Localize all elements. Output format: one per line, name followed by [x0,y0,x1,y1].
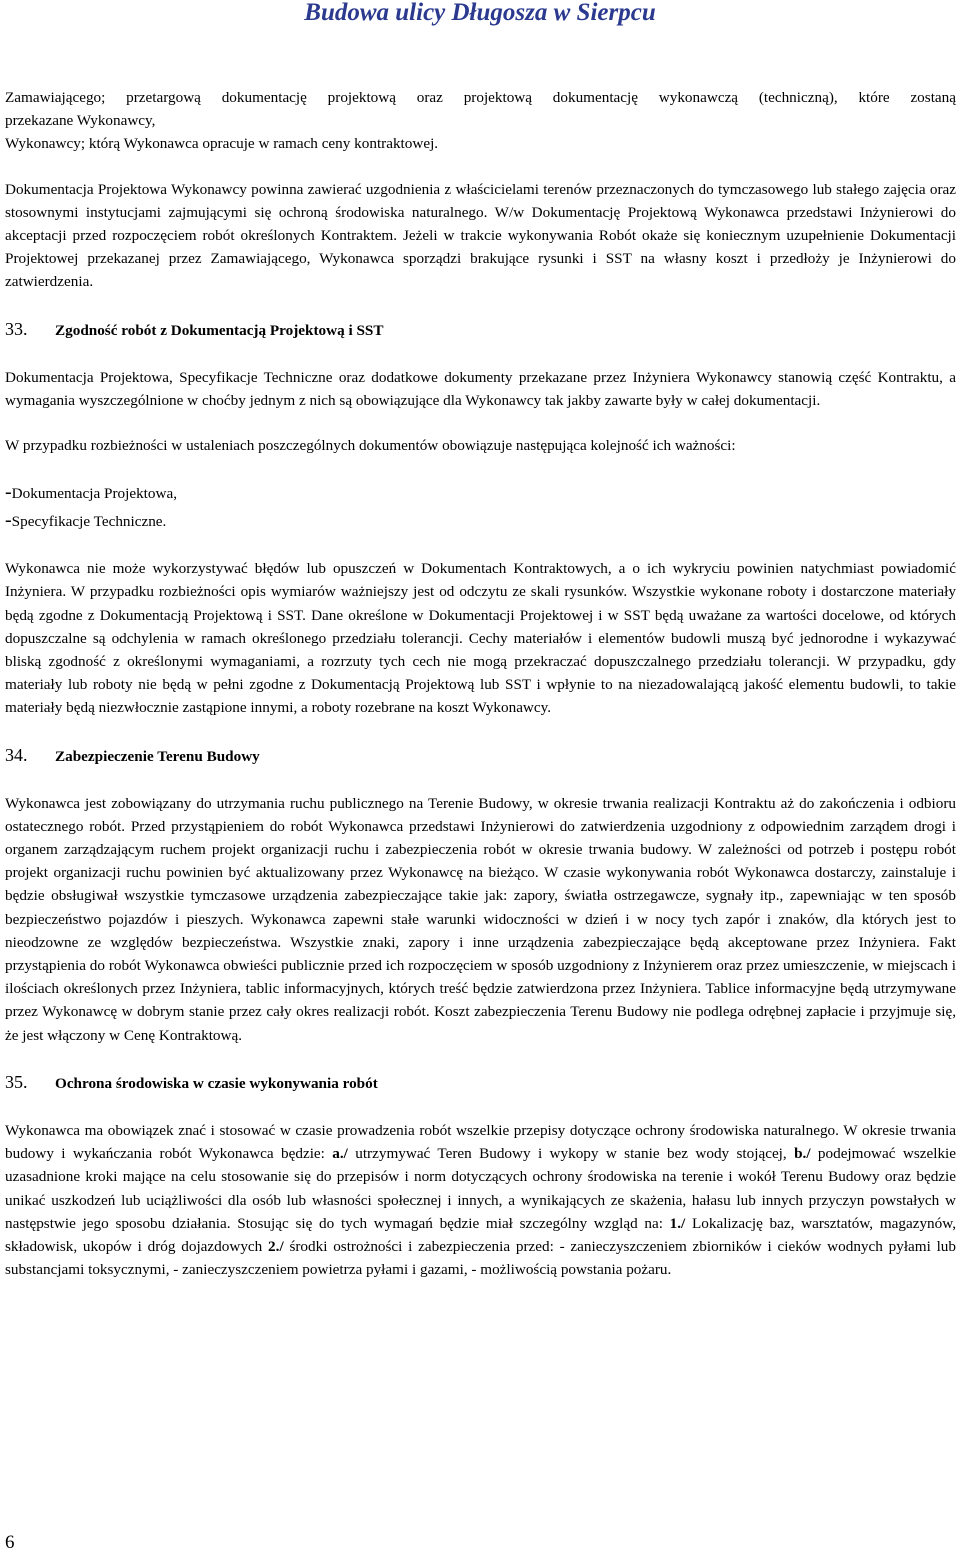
section-title: Zabezpieczenie Terenu Budowy [55,747,260,765]
page-title: Budowa ulicy Długosza w Sierpcu [304,0,656,26]
list-item-text: Dokumentacja Projektowa, [11,485,177,503]
section-number: 35. [5,1071,28,1092]
text-run: Lokalizację baz, warsztatów, magazynów, składowisk, ukopów i dróg dojazdowych [5,1214,957,1255]
section-33-paragraph-2: W przypadku rozbieżności w ustaleniach poszczególnych dokumentów obowiązuje następująca kolejność ich ważności: [5,437,736,455]
text-run: utrzymywać Teren Budowy i wykopy w stanie bez wody stojącej, [347,1145,795,1163]
list-marker: 2./ [268,1237,284,1255]
section-title: Ochrona środowiska w czasie wykonywania robót [55,1074,378,1092]
section-number: 33. [5,318,28,339]
intro-line-1: Zamawiającego; przetargową dokumentację projektową oraz projektową dokumentację wykonawczą (techniczną), które zostaną [5,89,956,106]
section-33-heading [5,314,956,346]
intro-line-2: przekazane Wykonawcy, [5,112,156,130]
text-run: Wykonawca ma obowiązek znać i stosować w czasie prowadzenia robót wszelkie przepisy dotyczące ochrony środowiska naturalnego. W okresie trwania budowy i wykańczania robót Wykonawca będzie: [5,1121,956,1163]
intro-line-3: Wykonawcy; którą Wykonawca opracuje w ramach ceny kontraktowej. [5,135,439,153]
list-item: -Dokumentacja Projektowa, [5,481,177,504]
document-body [5,86,956,1281]
section-35-heading [5,1067,956,1099]
list-item-text: Specyfikacje Techniczne. [11,513,167,531]
section-35-paragraph [5,1119,956,1281]
text-run: środki ostrożności i zabezpieczenia przed: - zanieczyszczeniem zbiorników i cieków wodnych pyłami lub substancjami toksycznymi, - zanieczyszczeniem powietrza pyłami i gazami, - możliwością powstania pożaru. [5,1237,956,1279]
list-marker: a./ [332,1145,348,1163]
list-item: -Specyfikacje Techniczne. [5,509,167,532]
list-marker: b./ [794,1145,811,1163]
section-33-paragraph-3: Wykonawca nie może wykorzystywać błędów lub opuszczeń w Dokumentach Kontraktowych, a o ich wykryciu powinien natychmiast powiadomić Inżyniera. W przypadku rozbieżności opis wymiarów ważniejszy jest od odczytu ze skali rysunków. Wszystkie wykonane roboty i dostarczone materiały będą zgodne z Dokumentacją Projektową i SST. Dane określone w Dokumentacji Projektowej i w SST będą uważane za wartości docelowe, od których dopuszczalne są odchylenia w ramach określonego przedziału tolerancji. Cechy materiałów i elementów budowli muszą być jednorodne i wykazywać bliską zgodność z określonymi wymaganiami, a rozrzuty tych cech nie mogą przekraczać dopuszczalnego przedziału tolerancji. W przypadku, gdy materiały lub roboty nie będą w pełni zgodne z Dokumentacją Projektową lub SST i wpłynie to na niezadowalającą jakość elementu budowli, to takie materiały będą niezwłocznie zastąpione innymi, a roboty rozebrane na koszt Wykonawcy. [5,560,956,717]
section-number: 34. [5,744,28,765]
section-title: Zgodność robót z Dokumentacją Projektową i SST [55,321,384,339]
section-33-paragraph-1: Dokumentacja Projektowa, Specyfikacje Techniczne oraz dodatkowe dokumenty przekazane przez Inżyniera Wykonawcy stanowią część Kontraktu, a wymagania wyszczególnione w choćby jednym z nich są obowiązujące dla Wykonawcy tak jakby zawarte były w całej dokumentacji. [5,368,956,409]
section-34-heading [5,740,956,772]
list-marker: 1./ [669,1214,686,1232]
text-run: podejmować wszelkie uzasadnione kroki mające na celu stosowanie się do przepisów i norm dotyczących ochrony środowiska na terenie i wokół Terenu Budowy oraz będzie unikać uszkodzeń lub uciążliwości dla osób lub własności społecznej i innych, a wynikających ze skażenia, hałasu lub innych przyczyn powstałych w następstwie jego sposobu działania. Stosując się do tych wymagań będzie miał szczególny wzgląd na: [5,1145,957,1232]
page-number: 6 [5,1532,15,1553]
section-34-paragraph: Wykonawca jest zobowiązany do utrzymania ruchu publicznego na Terenie Budowy, w okresie trwania realizacji Kontraktu aż do zakończenia i odbioru ostatecznego robót. Przed przystąpieniem do robót Wykonawca przedstawi Inżynierowi do zatwierdzenia uzgodniony z odpowiednim zarządem drogi i organem zarządzającym ruchem projekt organizacji ruchu i zabezpieczenia robót w okresie trwania budowy. W zależności od potrzeb i postępu robót projekt organizacji ruchu powinien być aktualizowany przez Wykonawcę na bieżąco. W czasie wykonywania robót Wykonawca dostarczy, zainstaluje i będzie obsługiwał wszystkie tymczasowe urządzenia zabezpieczające takie jak: zapory, światła ostrzegawcze, sygnały itp., zapewniając w ten sposób bezpieczeństwo pojazdów i pieszych. Wykonawca zapewni stałe warunki widoczności w dzień i w nocy tych zapór i znaków, dla których jest to nieodzowne ze względów bezpieczeństwa. Wszystkie znaki, zapory i inne urządzenia zabezpieczające będą akceptowane przez Inżyniera. Fakt przystąpienia do robót Wykonawca obwieści publicznie przed ich rozpoczęciem w sposób uzgodniony z Inżynierem oraz przez umieszczenie, w miejscach i ilościach określonych przez Inżyniera, tablic informacyjnych, których treść będzie zatwierdzona przez Inżyniera. Tablice informacyjne będą utrzymywane przez Wykonawcę w dobrym stanie przez cały okres realizacji robót. Koszt zabezpieczenia Terenu Budowy nie podlega odrębnej zapłacie i przyjmuje się, że jest włączony w Cenę Kontraktową. [5,794,956,1044]
intro-paragraph: Dokumentacja Projektowa Wykonawcy powinna zawierać uzgodnienia z właścicielami terenów przeznaczonych do tymczasowego lub stałego zajęcia oraz stosownymi instytucjami zajmującymi się ochroną środowiska naturalnego. W/w Dokumentację Projektową Wykonawca przedstawi Inżynierowi do akceptacji przed rozpoczęciem robót określonych Kontraktem. Jeżeli w trakcie wykonywania Robót okaże się koniecznym uzupełnienie Dokumentacji Projektowej przekazanej przez Zamawiającego, Wykonawca sporządzi brakujące rysunki i SST na własny koszt i przedłoży je Inżynierowi do zatwierdzenia. [5,180,956,291]
